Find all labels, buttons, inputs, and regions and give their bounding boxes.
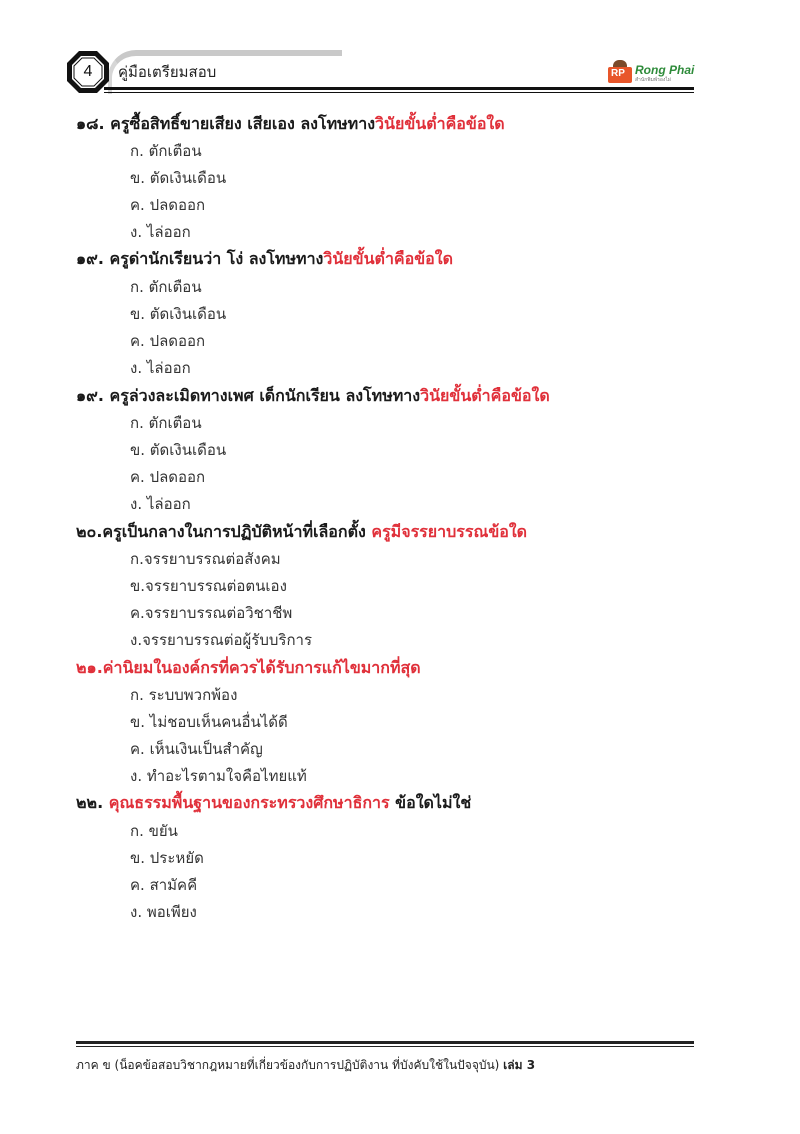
option-c: ค. ปลดออก — [130, 196, 206, 214]
question-highlight: วินัยขั้นต่ำคือข้อใด — [323, 249, 453, 268]
publisher-logo — [608, 63, 708, 85]
question-text: ครูเป็นกลางในการปฏิบัติหน้าที่เลือกตั้ง — [102, 522, 372, 541]
question-text: ข้อใดไม่ใช่ — [389, 793, 472, 812]
option-c: ค. เห็นเงินเป็นสำคัญ — [130, 740, 263, 758]
option-d: ง. พอเพียง — [130, 903, 197, 921]
question-number: ๑๘. — [76, 114, 105, 133]
logo-tagline: สำนักพิมพ์รองไผ่ — [635, 77, 671, 83]
logo-name: Rong Phai — [635, 63, 695, 77]
option-a: ก. ระบบพวกพ้อง — [130, 686, 238, 704]
question-number: ๒๐. — [76, 522, 103, 541]
question-highlight: ค่านิยมในองค์กรที่ควรได้รับการแก้ไขมากที่สุด — [102, 658, 421, 677]
option-a: ก. ตักเตือน — [130, 278, 202, 296]
question-number: ๒๒. — [76, 793, 104, 812]
option-a: ก.จรรยาบรรณต่อสังคม — [130, 550, 281, 568]
question-21 — [76, 656, 421, 681]
option-c: ค.จรรยาบรรณต่อวิชาชีพ — [130, 604, 293, 622]
question-highlight: วินัยขั้นต่ำคือข้อใด — [375, 114, 505, 133]
question-text: ครูด่านักเรียนว่า โง่ ลงโทษทาง — [109, 249, 324, 268]
option-d: ง. ไล่ออก — [130, 223, 191, 241]
footer-section-title: ภาค ข (น็อคข้อสอบวิชากฎหมายที่เกี่ยวข้องกับการปฏิบัติงาน ที่บังคับใช้ในปัจจุบัน) — [76, 1058, 504, 1072]
option-b: ข. ไม่ชอบเห็นคนอื่นได้ดี — [130, 713, 288, 731]
book-title: คู่มือเตรียมสอบ — [118, 63, 217, 81]
option-a: ก. ตักเตือน — [130, 142, 202, 160]
question-number: ๑๙. — [76, 386, 104, 405]
option-b: ข.จรรยาบรรณต่อตนเอง — [130, 577, 287, 595]
option-d: ง. ไล่ออก — [130, 495, 191, 513]
footer-rule-thin — [76, 1046, 694, 1047]
question-number: ๒๑. — [76, 658, 103, 677]
page-header — [0, 0, 800, 110]
question-text: ครูซื้อสิทธิ์ขายเสียง เสียเอง ลงโทษทาง — [110, 114, 376, 133]
option-a: ก. ตักเตือน — [130, 414, 202, 432]
logo-mark-icon — [608, 67, 632, 83]
question-number: ๑๙. — [76, 249, 104, 268]
question-18 — [76, 112, 505, 137]
question-20 — [76, 520, 527, 545]
option-c: ค. ปลดออก — [130, 332, 206, 350]
option-b: ข. ตัดเงินเดือน — [130, 441, 227, 459]
header-rule — [104, 87, 694, 90]
question-highlight: วินัยขั้นต่ำคือข้อใด — [420, 386, 550, 405]
footer-rule — [76, 1041, 694, 1044]
question-22 — [76, 791, 471, 816]
footer-volume: เล่ม 3 — [503, 1058, 536, 1072]
option-d: ง.จรรยาบรรณต่อผู้รับบริการ — [130, 631, 313, 649]
logo-roof-icon — [613, 60, 627, 67]
question-text: ครูล่วงละเมิดทางเพศ เด็กนักเรียน ลงโทษทาง — [109, 386, 421, 405]
option-b: ข. ตัดเงินเดือน — [130, 305, 227, 323]
option-c: ค. สามัคคี — [130, 876, 198, 894]
logo-mark: RP — [611, 68, 625, 79]
question-highlight: ครูมีจรรยาบรรณข้อใด — [371, 522, 528, 541]
page-footer — [76, 1056, 535, 1075]
question-19b — [76, 384, 550, 409]
header-rule-thin — [104, 92, 694, 93]
option-d: ง. ทำอะไรตามใจคือไทยแท้ — [130, 767, 307, 785]
option-b: ข. ประหยัด — [130, 849, 204, 867]
option-b: ข. ตัดเงินเดือน — [130, 169, 227, 187]
option-c: ค. ปลดออก — [130, 468, 206, 486]
question-19 — [76, 247, 453, 272]
option-a: ก. ขยัน — [130, 822, 178, 840]
page-number: 4 — [83, 63, 93, 80]
question-highlight: คุณธรรมพื้นฐานของกระทรวงศึกษาธิการ — [108, 793, 390, 812]
option-d: ง. ไล่ออก — [130, 359, 191, 377]
